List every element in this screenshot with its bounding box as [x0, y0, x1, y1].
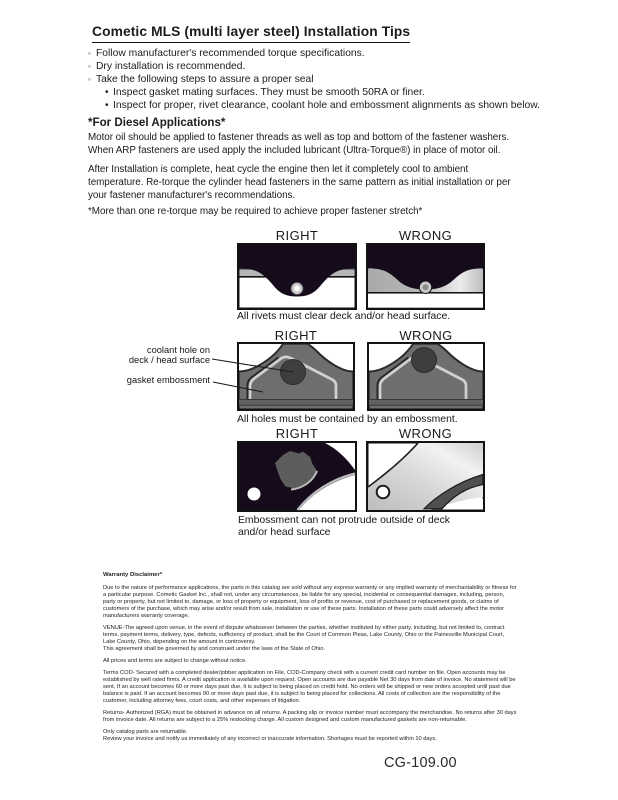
coolant-diagram-row: [100, 329, 505, 431]
coolant-hole-label: coolant hole on deck / head surface: [128, 345, 210, 365]
tip-text: Inspect for proper, rivet clearance, coolant hole and embossment alignments as shown below.: [113, 100, 540, 111]
bullet-icon: •: [105, 87, 109, 98]
rivet-right-diagram: [237, 243, 357, 310]
tip-item: [88, 47, 528, 60]
embossment-right-diagram: [237, 441, 357, 512]
warranty-disclaimer-heading: Warranty Disclaimer*: [103, 572, 163, 578]
tip-text: Dry installation is recommended.: [96, 61, 246, 72]
wrong-label: WRONG: [399, 328, 453, 343]
legal-paragraph: Due to the nature of performance applications, the parts in this catalog are sold without any express warranty or any implied warranty of merchantability or fitness for a particular purpose. Cometic Gasket Inc., shall not, under any circumstances, be liable for any special, incidental or consequential damages, including, person, party or property, but not limited to, damage, or loss of property or equipment, loss of profits or revenue, cost of purchased or replacement goods, or claims of customers of the purchase, which may arise and/or result from sale, installation or use of these parts. Installation of these parts could adversely affect the motor manufacturers warranty coverage.: [103, 585, 517, 619]
wrong-label: WRONG: [398, 426, 453, 441]
page-title: Cometic MLS (multi layer steel) Installation Tips: [92, 24, 410, 43]
diesel-paragraph: Motor oil should be applied to fastener threads as well as top and bottom of the fastener washers. When ARP fasteners are used apply the included lubricant (Ultra-Torque®) in place of motor oil.: [88, 132, 510, 156]
tip-text: Follow manufacturer's recommended torque specifications.: [96, 48, 365, 59]
right-label: RIGHT: [275, 426, 319, 441]
tip-text: Inspect gasket mating surfaces. They must be smooth 50RA or finer.: [113, 87, 425, 98]
right-label: RIGHT: [274, 328, 318, 343]
coolant-caption: All holes must be contained by an embossment.: [237, 414, 458, 425]
bullet-icon: ◦: [88, 48, 92, 58]
legal-paragraph: Returns- Authorized (RGA) must be obtained in advance on all returns. A packing slip or invoice number must accompany the merchandise. No returns after 30 days from invoice date. All returns are subject to a 25% restocking charge. All custom designed and custom manufactured gaskets are non-returnable.: [103, 710, 517, 723]
legal-paragraph: All prices and terms are subject to change without notice.: [103, 658, 247, 664]
bullet-icon: ◦: [88, 74, 92, 84]
diesel-applications-heading: *For Diesel Applications*: [88, 116, 226, 129]
tip-item: [88, 60, 528, 73]
legal-paragraph: VENUE-The agreed upon venue, in the event of dispute whatsoever between the parties, whether instituted by either party, including, but not limited to, contract terms, payment terms, delivery, type, defects, sufficiency of product, shall be the Court of Common Pleas, Lake County, Ohio or the Painesville Municipal Court, Lake County, Ohio, depending on the amount in controversy.: [103, 625, 505, 645]
embossment-diagram-row: [237, 427, 487, 549]
legal-fine-print: [103, 572, 517, 748]
rivet-caption: All rivets must clear deck and/or head surface.: [237, 311, 451, 322]
catalog-page-code: CG-109.00: [384, 755, 457, 771]
embossment-wrong-diagram: [366, 441, 485, 512]
tip-sub-item: [105, 86, 528, 99]
embossment-caption: Embossment can not protrude outside of deck and/or head surface: [238, 515, 450, 538]
rivet-wrong-diagram: [366, 243, 485, 310]
wrong-label: WRONG: [398, 228, 453, 243]
leader-lines: [100, 329, 505, 431]
retorque-note: *More than one re-torque may be required to achieve proper fastener stretch*: [88, 206, 423, 217]
bullet-icon: ◦: [88, 61, 92, 71]
legal-paragraph: Terms COD- Secured with a completed dealer/jobber application on File, COD-Company check with a current credit card number on file. Open accounts may be established by well rated firms. A credit application is available upon request. Open accounts are due payable Net 30 days from date of invoice. No statement will be sent. If an account becomes 60 or more days past due, it is subject to being placed on credit hold. No orders will be shipped or new orders accepted until past due balance is paid. If an account becomes 90 or more days past due, it is subject to being placed for collections. All costs of collection are the responsibility of the customer, including attorney fees, court costs, and other expenses of litigation.: [103, 670, 516, 704]
tip-sub-item: [105, 99, 540, 112]
legal-paragraph: This agreement shall be governed by and construed under the laws of the State of Ohio.: [103, 646, 325, 652]
bullet-icon: •: [105, 100, 109, 111]
legal-paragraph: Review your invoice and notify us immediately of any incorrect or inaccurate information. Shortages must be reported within 10 days.: [103, 736, 437, 742]
tip-text: Take the following steps to assure a proper seal: [96, 74, 314, 85]
right-label: RIGHT: [275, 228, 319, 243]
tip-item: [88, 73, 528, 86]
diesel-paragraph: After Installation is complete, heat cycle the engine then let it completely cool to ambient temperature. Re-torque the cylinder head fasteners in the same pattern as initial installation or per your fastener manufacturer's recommendations.: [88, 164, 511, 201]
legal-paragraph: Only catalog parts are returnable.: [103, 729, 188, 735]
gasket-embossment-label: gasket embossment: [126, 375, 210, 385]
installation-tips-list: [88, 47, 540, 112]
